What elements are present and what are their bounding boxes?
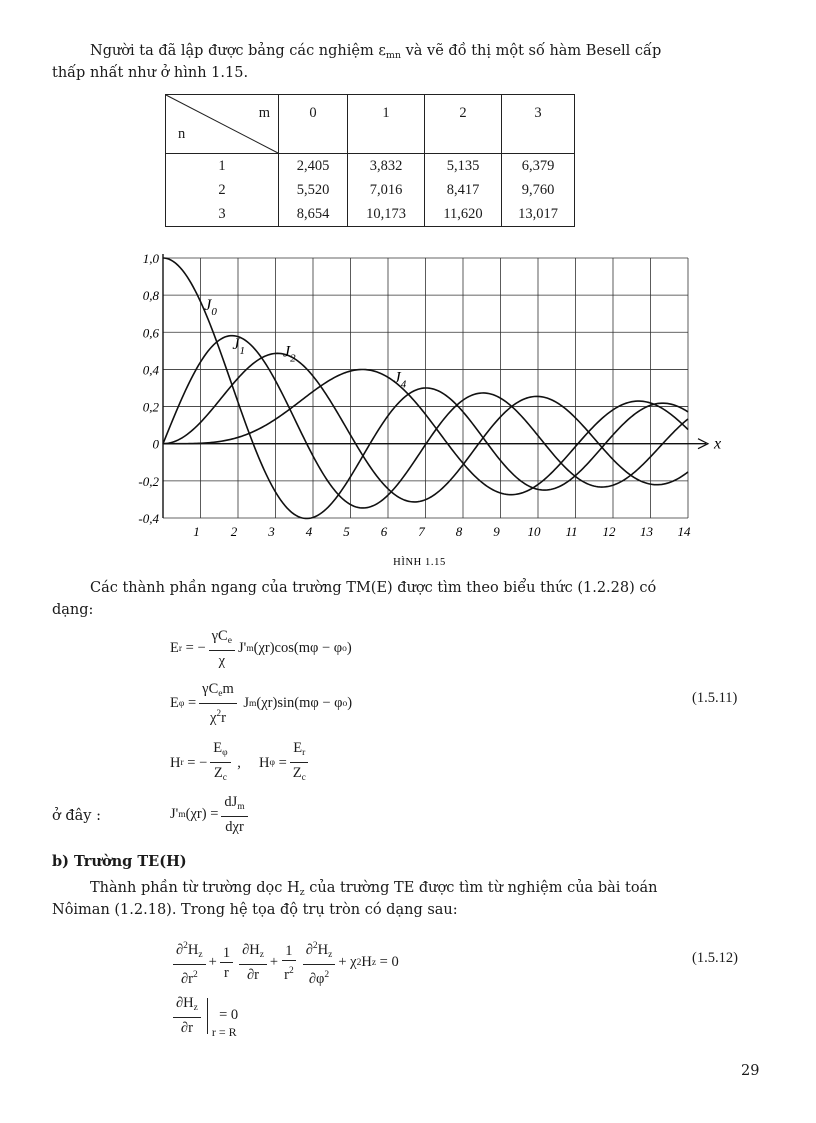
series-label-j4: $J_4$ (393, 369, 407, 391)
tm-paragraph: Các thành phần ngang của trường TM(E) được tìm theo biểu thức (1.2.28) có (90, 580, 657, 596)
x-tick-label: 11 (565, 524, 578, 539)
table-cell: 5,520 (279, 178, 348, 202)
table-row (166, 202, 575, 227)
bessel-function-chart (118, 248, 722, 578)
formula-hr-hphi: H r = − $\frac{E_\varphi}{Z_c}$ , H φ = $\frac{E_r}{Z_c}$ (170, 740, 312, 786)
formula-er: E r = − $\frac{\gamma C_e}{\chi}$ J' m (χr)cos(mφ − φ o ) (170, 628, 352, 669)
y-tick-label: 0,2 (142, 399, 159, 415)
y-tick-label: 0,6 (142, 325, 159, 341)
table-cell: 5,135 (425, 154, 502, 179)
page-number: 29 (741, 1063, 760, 1079)
table-row-label: 2 (166, 178, 279, 202)
table-cell: 9,760 (502, 178, 575, 202)
bessel-roots-table (165, 94, 575, 227)
y-tick-label: -0,2 (138, 473, 159, 489)
x-tick-label: 3 (268, 524, 275, 539)
x-axis-label: x (714, 435, 722, 453)
x-tick-label: 14 (677, 524, 691, 539)
x-tick-label: 2 (230, 524, 238, 539)
table-cell: 13,017 (502, 202, 575, 227)
formula-jprime: J' m (χr) = $\frac{dJ_m}{\text{dχr}}$ (170, 794, 251, 835)
formula-boundary: $\frac{\partial H_z}{\partial r}$ r = R = 0 (170, 995, 238, 1036)
x-tick-label: 10 (527, 524, 541, 539)
figure-caption: HÌNH 1.15 (393, 557, 446, 568)
te-paragraph-line-2: Nôiman (1.2.18). Trong hệ tọa độ trụ tròn có dạng sau: (52, 902, 458, 918)
intro-subscript: mn (385, 50, 401, 61)
y-tick-label: 0 (152, 436, 159, 452)
table-cell: 2,405 (279, 154, 348, 179)
x-tick-label: 13 (640, 524, 653, 539)
x-tick-label: 8 (455, 524, 463, 539)
intro-text: Người ta đã lập được bảng các nghiệm ε (90, 43, 386, 59)
equation-number: (1.5.11) (692, 690, 738, 706)
table-header-row (166, 95, 575, 154)
x-tick-label: 4 (305, 524, 313, 539)
table-cell: 10,173 (348, 202, 425, 227)
x-tick-label: 12 (602, 524, 616, 539)
table-cell: 6,379 (502, 154, 575, 179)
table-row (166, 154, 575, 179)
table-cell: 7,016 (348, 178, 425, 202)
x-tick-label: 9 (493, 524, 500, 539)
equation-number: (1.5.12) (692, 950, 738, 966)
table-row-label: 1 (166, 154, 279, 179)
table-row-label: 3 (166, 202, 279, 227)
te-section-heading: b) Trường TE(H) (52, 853, 187, 870)
where-label: ở đây : (52, 808, 101, 824)
corner-label-m: m (258, 105, 270, 121)
x-tick-label: 5 (343, 524, 350, 539)
x-tick-label: 7 (418, 524, 425, 539)
te-paragraph: Thành phần từ trường dọc $H_z$ của trường TE được tìm từ nghiệm của bài toán (90, 880, 658, 898)
intro-text-end: và vẽ đồ thị một số hàm Besell cấp (401, 43, 662, 59)
series-label-j0: $J_0$ (204, 297, 217, 318)
y-tick-label: 0,4 (142, 362, 159, 378)
y-tick-label: -0,4 (138, 511, 159, 526)
y-tick-label: 1,0 (142, 251, 159, 266)
table-header-cell: 2 (425, 95, 502, 154)
table-corner-cell (166, 95, 279, 154)
corner-diagonal (166, 95, 278, 153)
series-label-j2: $J_2$ (283, 343, 296, 365)
intro-line-2: thấp nhất như ở hình 1.15. (52, 65, 249, 81)
table-cell: 3,832 (348, 154, 425, 179)
table-cell: 11,620 (425, 202, 502, 227)
table-cell: 8,417 (425, 178, 502, 202)
corner-label-n: n (178, 126, 186, 142)
table-header-cell: 1 (348, 95, 425, 154)
series-label-j1: $J_1$ (232, 336, 245, 357)
formula-ephi: E φ = $\frac{\gamma C_em}{\chi^2r}$ J m (χr)sin(mφ − φ o ) (170, 681, 353, 726)
y-tick-label: 0,8 (142, 288, 159, 304)
x-tick-label: 6 (380, 524, 388, 539)
x-tick-label: 1 (193, 524, 200, 539)
table-row (166, 178, 575, 202)
table-cell: 8,654 (279, 202, 348, 227)
tm-paragraph-line-2: dạng: (52, 602, 94, 618)
table-header-cell: 0 (279, 95, 348, 154)
table-header-cell: 3 (502, 95, 575, 154)
formula-helmholtz: $\frac{\partial^2H_z}{\partial r^2}$ + $\frac{1}{r}$ $\frac{\partial H_z}{\partial r}$ + $\frac{1}{r^2}$ $\frac{\partial^2H_z}{\partial\varphi^2}$ + χ 2 H z = 0 (170, 938, 399, 987)
